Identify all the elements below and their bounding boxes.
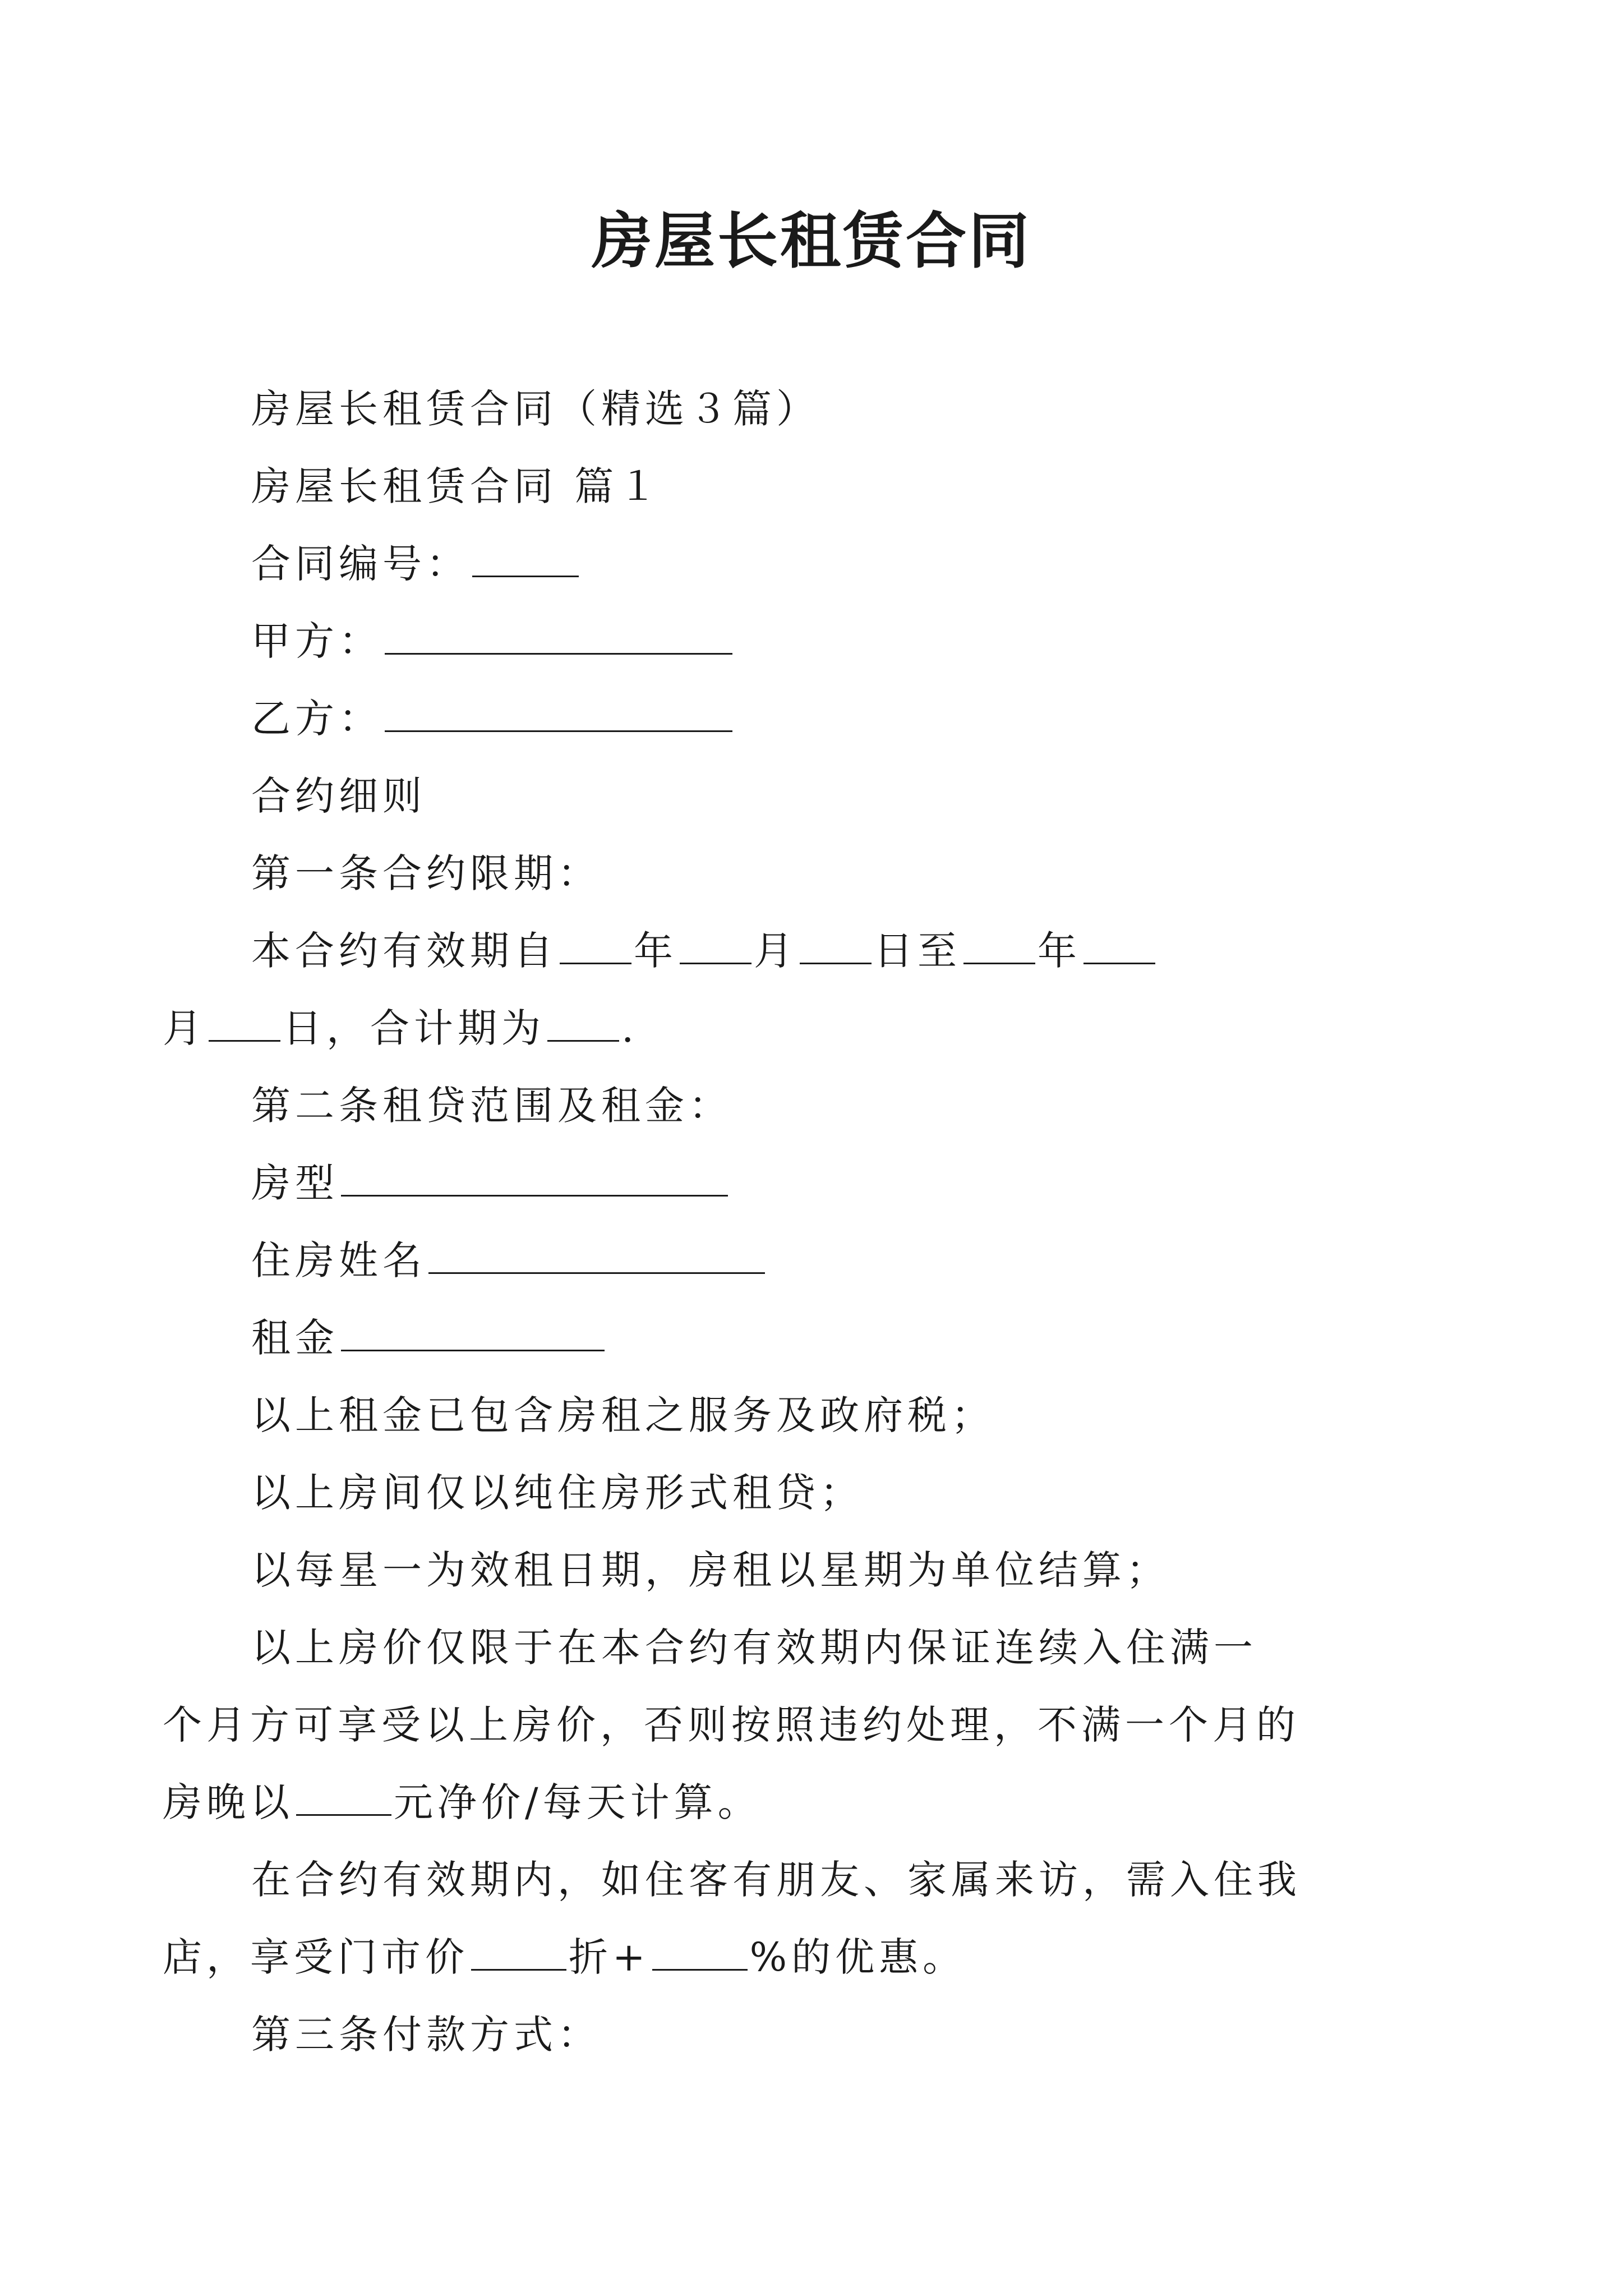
tenant-name-label: 住房姓名 (251, 1237, 426, 1283)
article-heading: 第二条租贷范围及租金： (251, 1083, 732, 1129)
contract-number-line (251, 525, 1373, 602)
party-a-label: 甲方： (251, 618, 382, 664)
party-a-blank (385, 619, 732, 655)
start-month-blank (680, 929, 751, 964)
end-day-blank (209, 1006, 280, 1042)
rent-label: 租金 (251, 1315, 339, 1361)
year-text: 年 (634, 928, 677, 974)
discount-line (163, 1918, 1373, 1996)
term-continued-line (163, 990, 1373, 1067)
body-text: 以上房间仅以纯住房形式租贷； (251, 1470, 864, 1516)
total-term-blank (547, 1006, 619, 1042)
year-text: 年 (1038, 928, 1081, 974)
room-type-blank (341, 1161, 728, 1197)
tenant-name-blank (428, 1239, 765, 1274)
section-heading: 合约细则 (251, 773, 426, 819)
body-text: 以上租金已包含房租之服务及政府税； (251, 1392, 995, 1438)
paragraph-line (251, 1841, 1373, 1918)
party-b-line (251, 680, 1373, 757)
contract-number-label: 合同编号： (251, 541, 470, 587)
month-text: 月 (163, 1005, 206, 1051)
start-day-blank (800, 929, 872, 964)
article-heading: 第一条合约限期： (251, 850, 601, 896)
paragraph-line (251, 1996, 1373, 2073)
room-type-label: 房型 (251, 1160, 339, 1206)
party-b-label: 乙方： (251, 696, 382, 742)
end-month-blank (1083, 929, 1155, 964)
end-year-blank (963, 929, 1035, 964)
paragraph-line (251, 1609, 1373, 1686)
term-line (251, 912, 1373, 990)
body-text: 个月方可享受以上房价，否则按照违约处理，不满一个月的 (163, 1702, 1300, 1748)
nightly-rate-blank (296, 1780, 391, 1816)
paragraph-line (251, 448, 1373, 525)
discount-percent-blank (652, 1935, 748, 1971)
period-text: . (621, 1005, 639, 1051)
term-text: 本合约有效期自 (251, 928, 557, 974)
document-body (163, 370, 1373, 2073)
party-a-line (251, 602, 1373, 680)
body-text: 房晚以 (163, 1779, 294, 1825)
paragraph-line (251, 757, 1373, 835)
body-text: 店，享受门市价 (163, 1934, 469, 1980)
body-text: 元净价/每天计算。 (394, 1779, 762, 1825)
start-year-blank (560, 929, 631, 964)
paragraph-line (251, 1454, 1373, 1531)
paragraph-line (251, 835, 1373, 912)
paragraph-line (251, 1531, 1373, 1609)
total-term-text: 日，合计期为 (283, 1005, 545, 1051)
paragraph-line (251, 1067, 1373, 1144)
paragraph-line (251, 1377, 1373, 1454)
discount-rate-blank (471, 1935, 566, 1971)
rent-line (251, 1299, 1373, 1377)
paragraph-line (163, 1686, 1373, 1764)
tenant-name-line (251, 1222, 1373, 1299)
body-text: %的优惠。 (749, 1934, 967, 1980)
body-text: 以每星一为效租日期，房租以星期为单位结算； (251, 1547, 1170, 1593)
subtitle-text: 房屋长租赁合同（精选３篇） (251, 386, 820, 432)
body-text: 以上房价仅限于在本合约有效期内保证连续入住满一 (251, 1625, 1257, 1671)
contract-number-blank (472, 542, 579, 577)
rent-blank (341, 1316, 605, 1351)
section-heading: 房屋长租赁合同 篇１ (251, 463, 662, 509)
room-type-line (251, 1144, 1373, 1222)
nightly-rate-line (163, 1764, 1373, 1841)
article-heading: 第三条付款方式： (251, 2012, 601, 2058)
body-text: 折+ (569, 1934, 650, 1980)
day-to-text: 日至 (874, 928, 961, 974)
month-text: 月 (754, 928, 797, 974)
party-b-blank (385, 697, 732, 732)
paragraph-line (251, 370, 1373, 448)
body-text: 在合约有效期内，如住客有朋友、家属来访，需入住我 (251, 1857, 1301, 1903)
document-title: 房屋长租赁合同 (591, 206, 1031, 277)
